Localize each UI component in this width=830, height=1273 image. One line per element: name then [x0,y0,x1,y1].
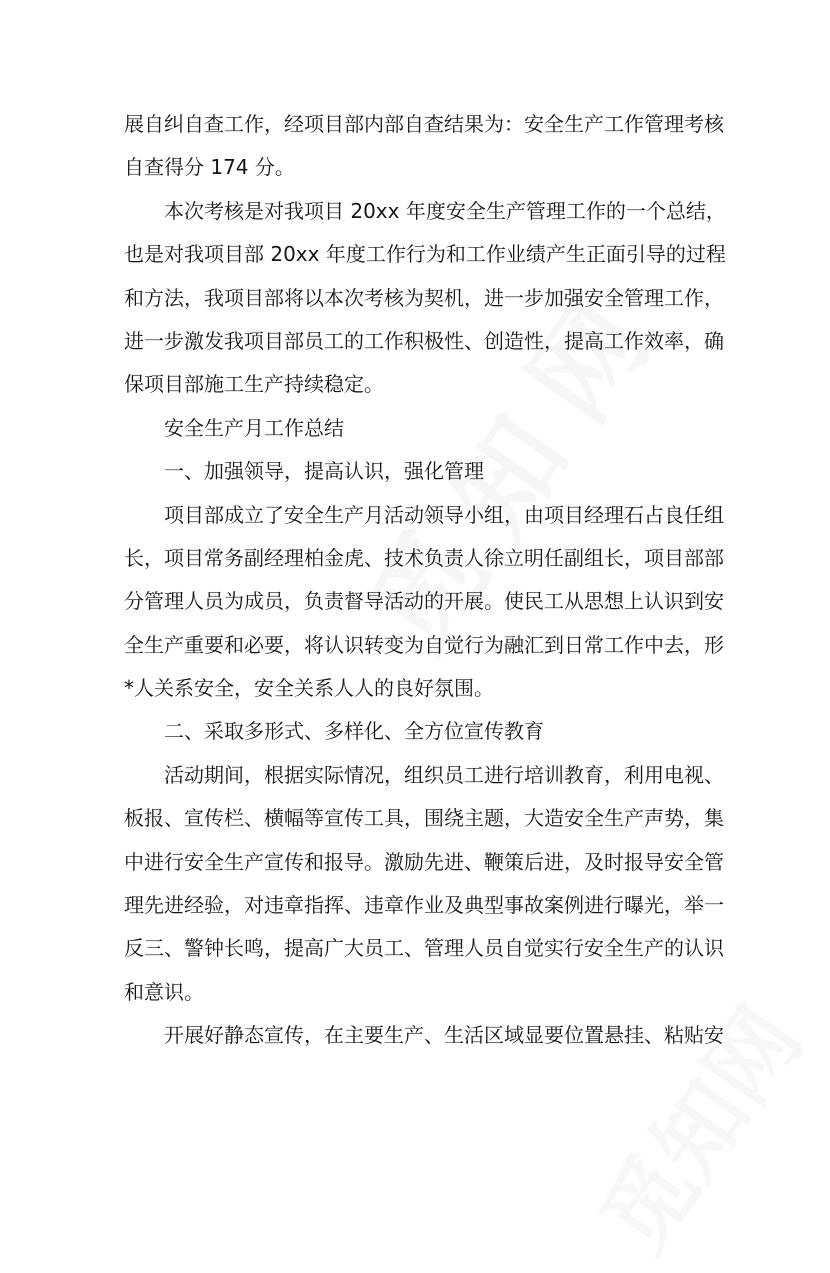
text-line: 长，项目常务副经理柏金虎、技术负责人徐立明任副组长，项目部部 [124,545,724,570]
text-line: 进一步激发我项目部员工的工作积极性、创造性，提高工作效率，确 [124,328,724,353]
text-line: 全生产重要和必要，将认识转变为自觉行为融汇到日常工作中去，形 [124,632,724,657]
text-line: 反三、警钟长鸣，提高广大员工、管理人员自觉实行安全生产的认识 [124,936,724,961]
text-line: 活动期间，根据实际情况，组织员工进行培训教育，利用电视、 [164,762,724,787]
text-line: 项目部成立了安全生产月活动领导小组，由项目经理石占良任组 [164,502,724,527]
text-line: 开展好静态宣传，在主要生产、生活区域显要位置悬挂、粘贴安 [164,1023,724,1048]
text-line: 安全生产月工作总结 [164,415,344,440]
text-line: 自查得分 174 分。 [124,155,295,180]
text-line: *人关系安全，安全关系人人的良好氛围。 [124,676,494,701]
document-body [124,103,726,1058]
text-line: 和意识。 [124,979,204,1004]
text-line: 和方法，我项目部将以本次考核为契机，进一步加强安全管理工作， [124,285,724,310]
text-line: 本次考核是对我项目 20xx 年度安全生产管理工作的一个总结， [164,198,726,223]
text-line: 一、加强领导，提高认识，强化管理 [164,459,484,484]
text-line: 分管理人员为成员，负责督导活动的开展。使民工从思想上认识到安 [124,589,724,614]
text-line: 中进行安全生产宣传和报导。激励先进、鞭策后进，及时报导安全管 [124,849,724,874]
text-line: 二、采取多形式、多样化、全方位宣传教育 [164,719,544,744]
text-line: 理先进经验，对违章指挥、违章作业及典型事故案例进行曝光，举一 [124,893,724,918]
text-line: 板报、宣传栏、横幅等宣传工具，围绕主题，大造安全生产声势，集 [124,806,724,831]
text-line: 展自纠自查工作，经项目部内部自查结果为：安全生产工作管理考核 [124,112,724,136]
text-line: 也是对我项目部 20xx 年度工作行为和工作业绩产生正面引导的过程 [124,242,726,267]
text-line: 保项目部施工生产持续稳定。 [124,372,384,397]
